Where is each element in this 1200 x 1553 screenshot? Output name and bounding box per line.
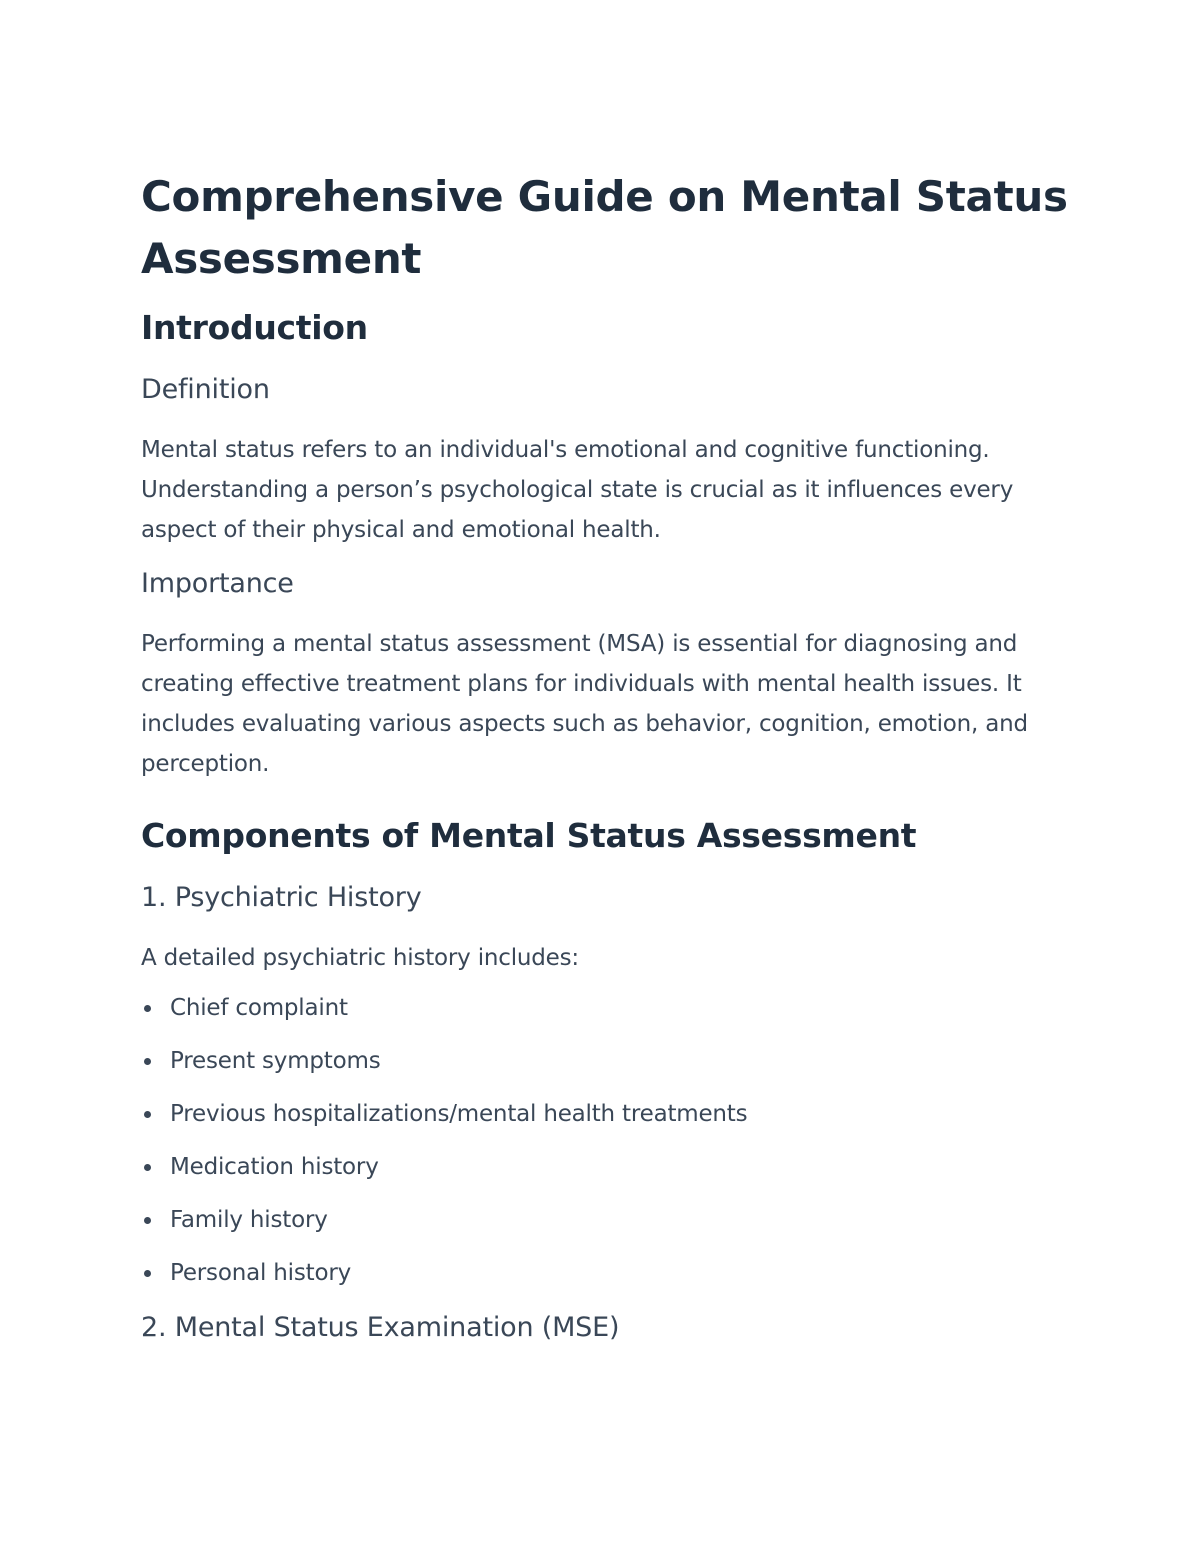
list-item [141, 1257, 1081, 1310]
list-item [141, 1204, 1081, 1257]
bullet-icon [144, 1058, 151, 1065]
definition-paragraph: Mental status refers to an individual's emotional and cognitive functioning. Understanding a person’s psychological state is crucial as it influences every aspect of their physical and emotional health. [141, 437, 1014, 543]
bullet-icon [144, 1111, 151, 1118]
bullet-icon [144, 1270, 151, 1277]
list-item-text: Family history [170, 1207, 328, 1233]
bullet-icon [144, 1164, 151, 1171]
document-title: Comprehensive Guide on Mental Status Assessment [141, 172, 1068, 283]
section-heading-components: Components of Mental Status Assessment [141, 816, 917, 855]
psychiatric-history-intro: A detailed psychiatric history includes: [141, 945, 579, 971]
subsection-heading-psychiatric-history: 1. Psychiatric History [141, 882, 422, 913]
list-item-text: Chief complaint [170, 995, 348, 1021]
bullet-icon [144, 1217, 151, 1224]
list-item [141, 1098, 1081, 1151]
list-item-text: Previous hospitalizations/mental health treatments [170, 1101, 748, 1127]
list-item-text: Present symptoms [170, 1048, 381, 1074]
bullet-icon [144, 1005, 151, 1012]
list-item [141, 1045, 1081, 1098]
subsection-heading-definition: Definition [141, 374, 270, 405]
list-item-text: Personal history [170, 1260, 351, 1286]
section-heading-introduction: Introduction [141, 308, 368, 347]
subsection-heading-importance: Importance [141, 568, 294, 599]
subsection-heading-mse: 2. Mental Status Examination (MSE) [141, 1312, 620, 1343]
importance-paragraph: Performing a mental status assessment (MSA) is essential for diagnosing and creating effective treatment plans for individuals with mental health issues. It includes evaluating various aspects such as behavior, cognition, emotion, and perception. [141, 631, 1028, 777]
list-item-text: Medication history [170, 1154, 379, 1180]
list-item [141, 1151, 1081, 1204]
list-item [141, 992, 1081, 1045]
psychiatric-history-list [141, 992, 1081, 1310]
document-page [141, 166, 1081, 1346]
